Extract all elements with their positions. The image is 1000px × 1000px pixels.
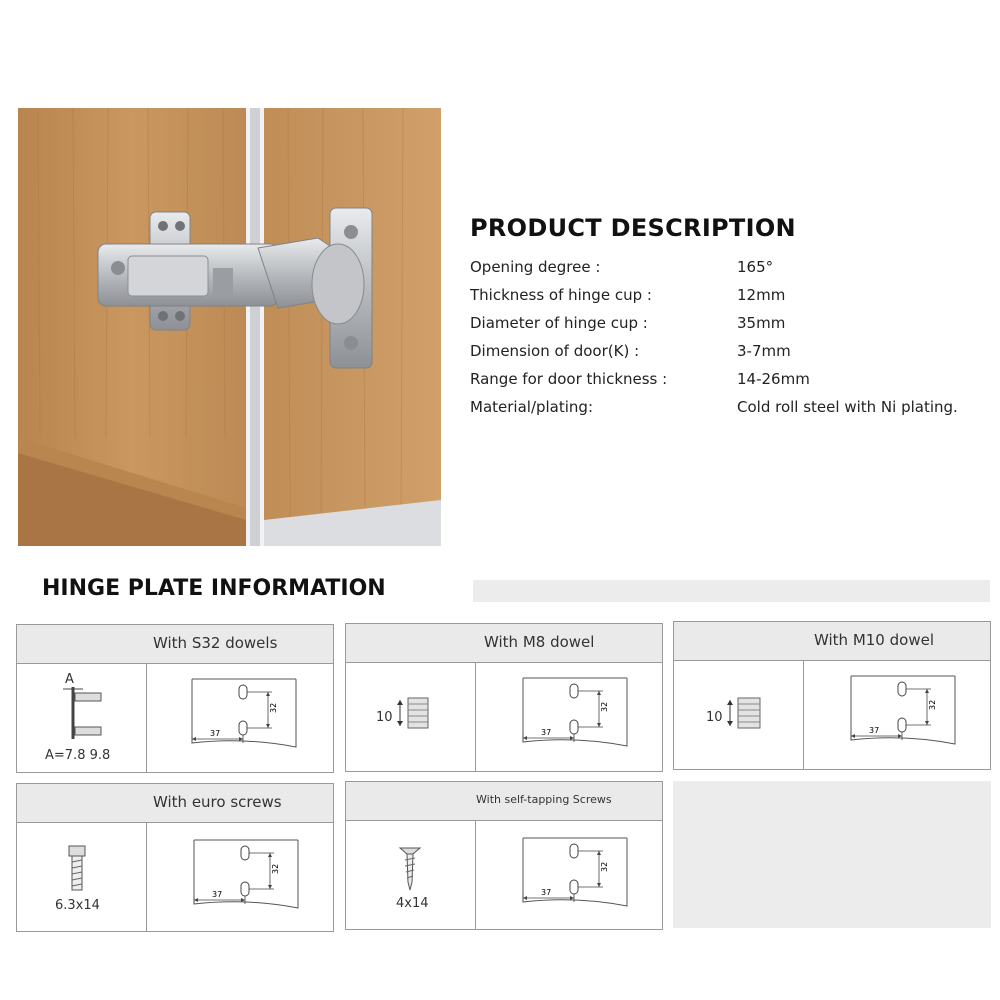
dim-horizontal: 37 — [869, 726, 880, 735]
mounting-plate-diagram — [184, 675, 314, 755]
panel-header-label: With S32 dowels — [153, 634, 278, 652]
panel-right-cell — [146, 822, 333, 931]
panel-right-cell — [475, 820, 662, 929]
euro-screw-icon — [65, 844, 89, 894]
spec-value: Cold roll steel with Ni plating. — [737, 398, 958, 416]
dim-horizontal: 37 — [210, 729, 221, 738]
panel-header-label: With M10 dowel — [814, 631, 934, 649]
panel-header-label: With euro screws — [153, 793, 282, 811]
panel-left-cell — [17, 822, 147, 931]
panel-m8-dowel — [345, 623, 663, 772]
spec-label: Range for door thickness : — [470, 370, 668, 388]
panel-right-cell — [803, 660, 990, 769]
panel-header-label: With M8 dowel — [484, 633, 595, 651]
title-divider-bar — [473, 580, 990, 602]
spec-value: 165° — [737, 258, 774, 276]
product-description-title: PRODUCT DESCRIPTION — [470, 214, 796, 242]
panel-header — [17, 625, 333, 664]
panel-header — [17, 784, 333, 823]
m8-dowel-icon — [396, 694, 436, 734]
panel-right-cell — [146, 663, 333, 772]
panel-header — [346, 782, 662, 821]
mounting-plate-diagram — [515, 674, 645, 754]
dim-vertical: 32 — [928, 699, 937, 710]
spec-value: 12mm — [737, 286, 786, 304]
spec-label: Dimension of door(K) : — [470, 342, 640, 360]
panel-header-label: With self-tapping Screws — [476, 793, 612, 806]
panel-header — [346, 624, 662, 663]
dim-vertical: 32 — [600, 701, 609, 712]
dim-horizontal: 37 — [541, 728, 552, 737]
dim-vertical: 32 — [271, 863, 280, 874]
mounting-plate-diagram — [843, 672, 973, 752]
m10-dowel-icon — [726, 694, 766, 734]
spec-label: Opening degree : — [470, 258, 601, 276]
dimension-letter: A — [65, 672, 74, 687]
mounting-plate-diagram — [515, 834, 645, 914]
panel-left-cell — [346, 662, 476, 771]
panel-m10-dowel — [673, 621, 991, 770]
spec-value: 3-7mm — [737, 342, 791, 360]
panel-s32-dowels — [16, 624, 334, 773]
panel-left-cell — [674, 660, 804, 769]
spec-value: 35mm — [737, 314, 786, 332]
dim-horizontal: 37 — [212, 890, 223, 899]
panel-euro-screws — [16, 783, 334, 932]
empty-panel — [673, 781, 991, 928]
spec-label: Thickness of hinge cup : — [470, 286, 652, 304]
panel-header — [674, 622, 990, 661]
panel-left-cell — [346, 820, 476, 929]
dim-vertical: 32 — [269, 702, 278, 713]
hinge-product-photo — [18, 108, 441, 546]
panel-right-cell — [475, 662, 662, 771]
dowel-size-caption: 10 — [376, 710, 393, 725]
dowel-size-caption: 10 — [706, 710, 723, 725]
spec-label: Diameter of hinge cup : — [470, 314, 648, 332]
screw-size-caption: 6.3x14 — [55, 898, 100, 913]
dim-horizontal: 37 — [541, 888, 552, 897]
hinge-plate-title: HINGE PLATE INFORMATION — [42, 576, 386, 601]
spec-value: 14-26mm — [737, 370, 810, 388]
dim-vertical: 32 — [600, 861, 609, 872]
mounting-plate-diagram — [186, 836, 316, 916]
panel-left-cell — [17, 663, 147, 772]
dowel-size-caption: A=7.8 9.8 — [45, 748, 111, 763]
screw-size-caption: 4x14 — [396, 896, 429, 911]
spec-label: Material/plating: — [470, 398, 594, 416]
self-tapping-screw-icon — [398, 842, 422, 892]
s32-dowel-icon — [61, 687, 111, 743]
panel-self-tapping-screws — [345, 781, 663, 930]
